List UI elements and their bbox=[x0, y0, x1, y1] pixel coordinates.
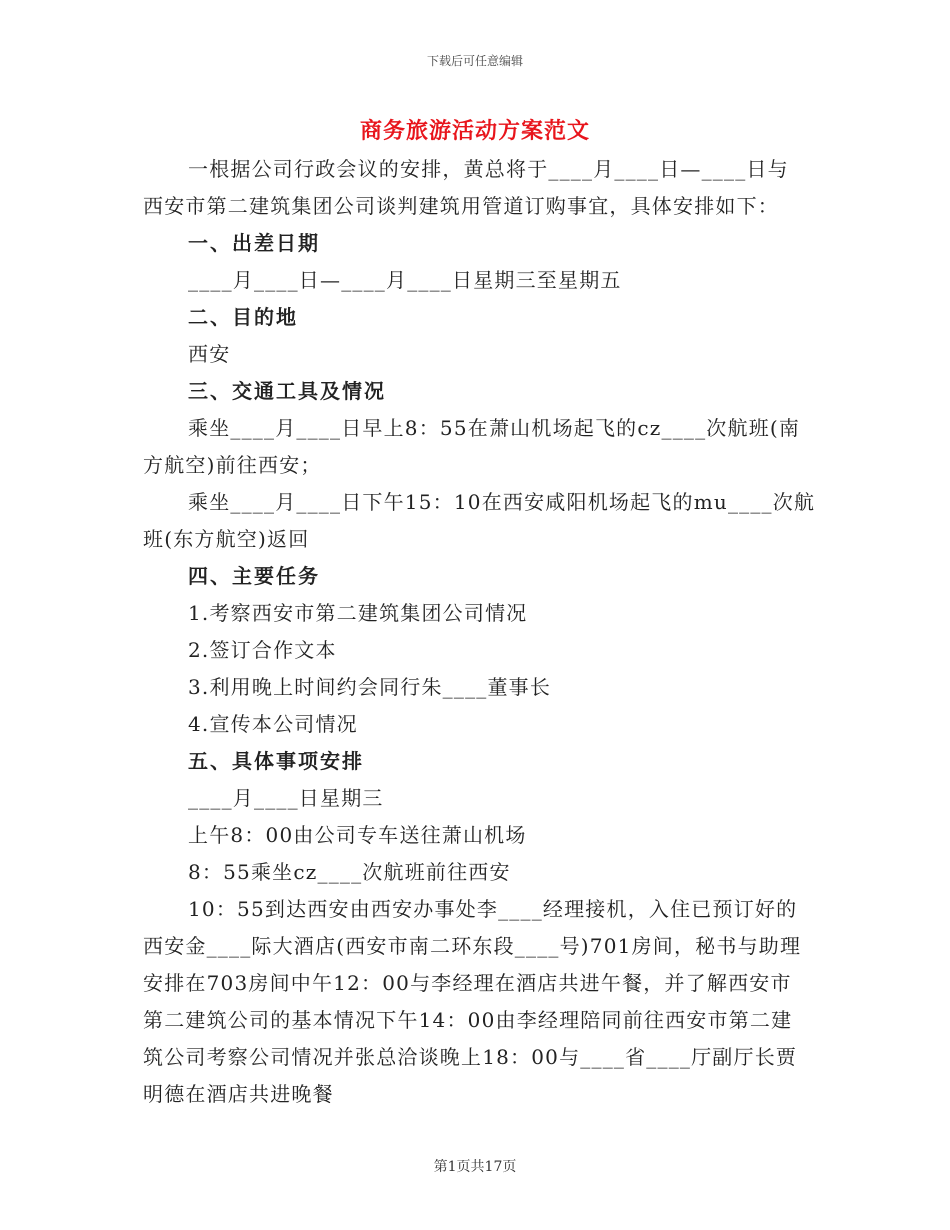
list-item: 2.签订合作文本 bbox=[188, 638, 337, 662]
paragraph-line: 西安金____际大酒店(西安市南二环东段____号)701房间，秘书与助理 bbox=[143, 934, 802, 958]
paragraph-line: 一根据公司行政会议的安排，黄总将于____月____日—____日与 bbox=[188, 157, 789, 181]
paragraph-line: 第二建筑公司的基本情况下午14：00由李经理陪同前往西安市第二建 bbox=[143, 1008, 793, 1032]
paragraph-line: 西安 bbox=[188, 342, 231, 366]
header-note: 下载后可任意编辑 bbox=[426, 54, 523, 68]
section-heading: 四、主要任务 bbox=[188, 564, 320, 588]
paragraph-line: 8：55乘坐cz____次航班前往西安 bbox=[188, 860, 511, 884]
document-title: 商务旅游活动方案范文 bbox=[359, 118, 590, 144]
section-heading: 五、具体事项安排 bbox=[188, 749, 364, 773]
section-heading: 一、出差日期 bbox=[188, 231, 320, 255]
paragraph-line: 乘坐____月____日早上8：55在萧山机场起飞的cz____次航班(南 bbox=[188, 416, 801, 440]
paragraph-line: 上午8：00由公司专车送往萧山机场 bbox=[188, 823, 527, 847]
paragraph-line: ____月____日—____月____日星期三至星期五 bbox=[188, 268, 622, 292]
page-footer: 第1页共17页 bbox=[433, 1159, 517, 1175]
paragraph-line: 班(东方航空)返回 bbox=[143, 527, 310, 551]
section-heading: 三、交通工具及情况 bbox=[188, 379, 386, 403]
paragraph-line: 筑公司考察公司情况并张总洽谈晚上18：00与____省____厅副厅长贾 bbox=[143, 1045, 798, 1069]
section-heading: 二、目的地 bbox=[188, 305, 298, 329]
paragraph-line: 安排在703房间中午12：00与李经理在酒店共进午餐，并了解西安市 bbox=[143, 971, 792, 995]
list-item: 4.宣传本公司情况 bbox=[188, 712, 358, 736]
list-item: 3.利用晚上时间约会同行朱____董事长 bbox=[188, 675, 552, 699]
paragraph-line: 方航空)前往西安； bbox=[143, 453, 322, 477]
paragraph-line: 乘坐____月____日下午15：10在西安咸阳机场起飞的mu____次航 bbox=[188, 490, 816, 514]
paragraph-line: 西安市第二建筑集团公司谈判建筑用管道订购事宜，具体安排如下： bbox=[143, 194, 779, 218]
paragraph-line: 10：55到达西安由西安办事处李____经理接机，入住已预订好的 bbox=[188, 897, 798, 921]
list-item: 1.考察西安市第二建筑集团公司情况 bbox=[188, 601, 528, 625]
paragraph-line: ____月____日星期三 bbox=[188, 786, 384, 810]
paragraph-line: 明德在酒店共进晚餐 bbox=[143, 1082, 334, 1106]
